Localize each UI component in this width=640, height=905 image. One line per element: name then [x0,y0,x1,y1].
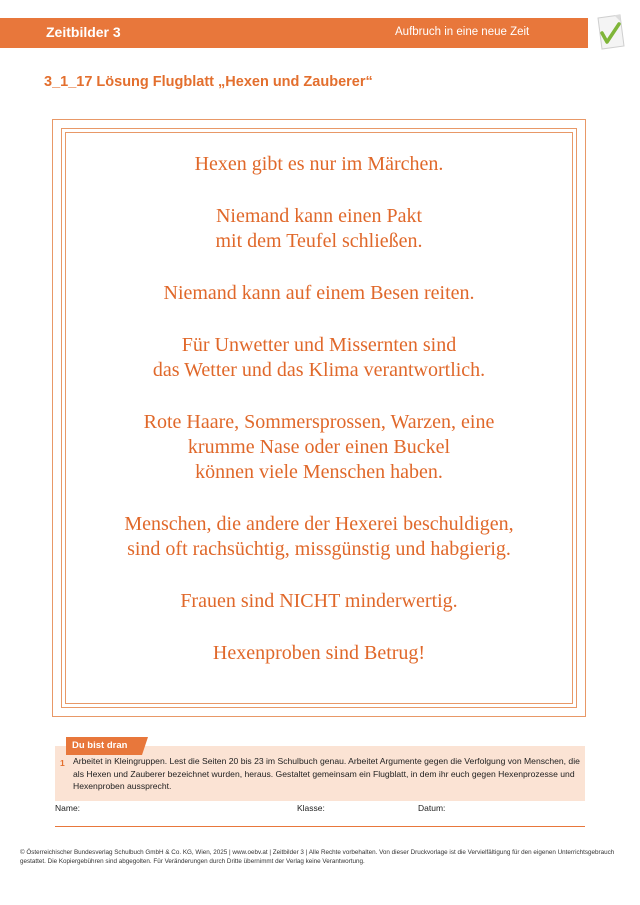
flyer-line: Für Unwetter und Missernten sind [181,334,457,356]
task-text: Arbeitet in Kleingruppen. Lest die Seiten 20 bis 23 im Schulbuch genau. Arbeitet Argumente gegen die Verfolgung von Menschen, die als Hexen und Zauberer bezeichnet wurden, heraus. Gestaltet gemeinsam ein Flugblatt, in dem ihr euch gegen Hexenprozesse und Hexenproben aussprecht. [73,756,580,791]
flyer-line: können viele Menschen haben. [195,461,443,483]
flyer-line: krumme Nase oder einen Buckel [187,436,451,458]
flyer-statement [66,641,572,666]
copyright-footer: © Österreichischer Bundesverlag Schulbuch GmbH & Co. KG, Wien, 2025 | www.oebv.at | Zeitbilder 3 | Alle Rechte vorbehalten. Von dieser Druckvorlage ist die Vervielfältigung für den eigenen Unterrichtsgebrauch gestattet. Die Kopiergebühren sind abgegolten. Für Veränderungen durch Dritte übernimmt der Verlag keine Verantwortung. [20,849,615,865]
flyer-line: Hexen gibt es nur im Märchen. [194,153,444,175]
task-number: 1 [60,758,65,768]
series-title: Zeitbilder 3 [46,24,121,40]
name-label: Name: [55,803,81,813]
flyer-text [66,152,572,693]
flyer-statement [66,152,572,177]
flyer-line: Rote Haare, Sommersprossen, Warzen, eine [143,411,495,433]
date-label: Datum: [418,803,446,813]
flyer-line: Frauen sind NICHT minderwertig. [180,590,458,612]
page-title: 3_1_17 Lösung Flugblatt „Hexen und Zauberer“ [44,74,373,90]
flyer-line: Menschen, die andere der Hexerei beschuldigen, [124,513,514,535]
flyer-statement [66,204,572,254]
class-label: Klasse: [297,803,325,813]
form-underline [55,826,585,827]
series-subtitle: Aufbruch in eine neue Zeit [395,26,530,38]
flyer-line: mit dem Teufel schließen. [215,230,423,252]
flyer-line: das Wetter und das Klima verantwortlich. [152,359,486,381]
paper-checkmark-icon [590,12,630,52]
flyer-statement [66,281,572,306]
task-tag: Du bist dran [66,737,142,755]
flyer-line: sind oft rachsüchtig, missgünstig und habgierig. [127,538,511,560]
flyer-statement [66,410,572,485]
flyer-line: Niemand kann auf einem Besen reiten. [163,282,475,304]
flyer-statement [66,589,572,614]
flyer-statement [66,512,572,562]
flyer-line: Niemand kann einen Pakt [215,205,423,227]
flyer-line: Hexenproben sind Betrug! [212,642,426,664]
flyer-statement [66,333,572,383]
